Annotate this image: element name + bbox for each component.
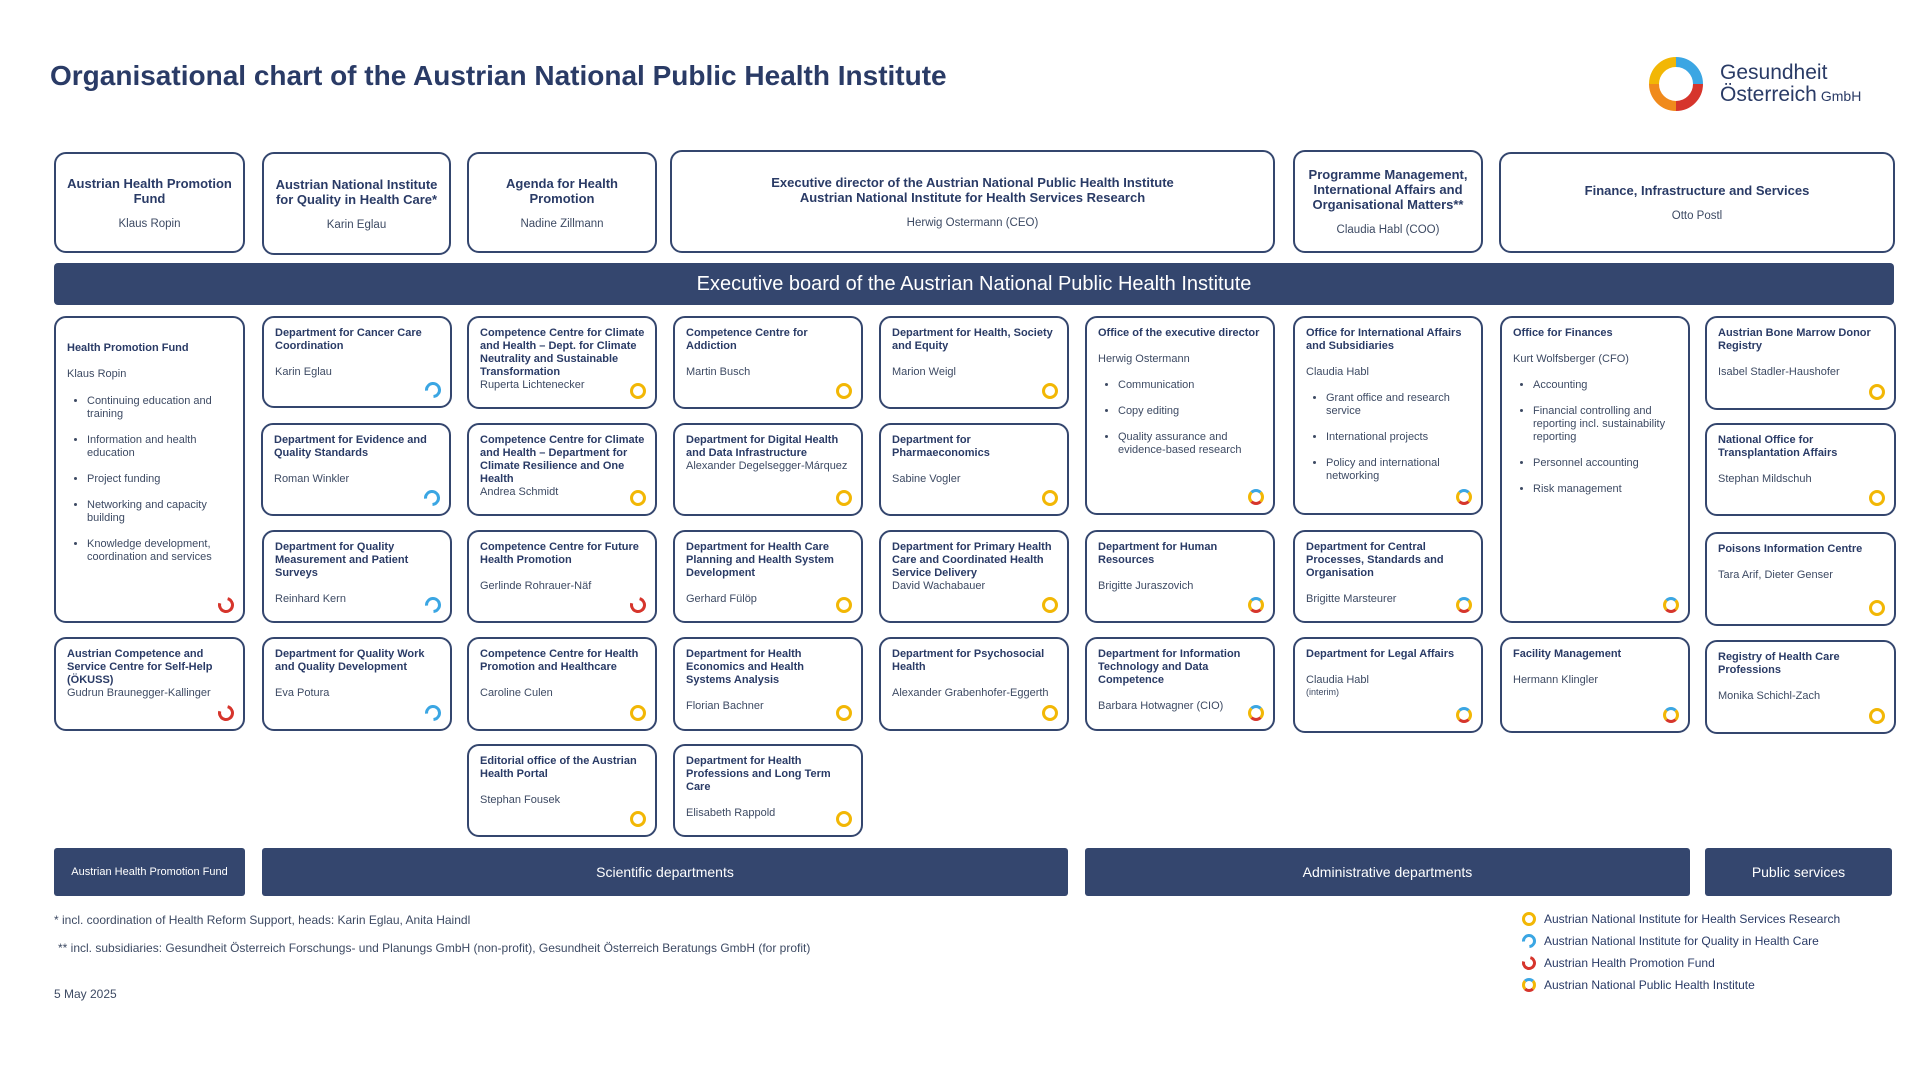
card-title: Department for Health Care Planning and Health System Development: [686, 541, 834, 579]
top-box-person: Otto Postl: [1671, 210, 1723, 222]
promotion-fund-ring-icon: [627, 594, 649, 616]
card-legal-affairs: [1293, 637, 1483, 733]
legend-label: Austrian National Public Health Institute: [1544, 978, 1755, 992]
top-box-quality-institute: [262, 152, 451, 255]
top-box-person: Nadine Zillmann: [520, 217, 604, 230]
card-title: Department for Legal Affairs: [1306, 648, 1455, 660]
top-box-title: Austrian Health Promotion Fund: [67, 175, 232, 206]
card-title: Office for International Affairs and Subsidiaries: [1306, 327, 1462, 352]
card-list-item: • Copy editing: [1118, 405, 1263, 418]
health-services-ring-icon: [1042, 705, 1058, 721]
logo: [1648, 56, 1878, 116]
card-list-item: • Communication: [1118, 379, 1263, 392]
card-title: Austrian Bone Marrow Donor Registry: [1718, 327, 1871, 352]
card-health-care-planning: [673, 530, 863, 623]
card-title: Department for Psychosocial Health: [892, 648, 1045, 673]
card-list-item: • International projects: [1326, 431, 1471, 444]
card-person: Sabine Vogler: [892, 473, 961, 485]
card-title: Health Promotion Fund: [67, 342, 189, 354]
card-title: Competence Centre for Climate and Health – Department for Climate Resilience and One Health: [480, 434, 645, 485]
card-list-item: • Accounting: [1533, 379, 1678, 392]
category-bar-public-services: Public services: [1705, 848, 1892, 896]
public-health-institute-ring-icon: [1522, 978, 1536, 992]
card-title: Department for Information Technology and Data Competence: [1098, 648, 1241, 686]
card-list-item: • Knowledge development, coordination and services: [87, 538, 233, 564]
card-list: [1306, 392, 1471, 483]
card-health-economics: [673, 637, 863, 731]
card-title: Department for Human Resources: [1098, 541, 1218, 566]
card-editorial-office: [467, 744, 657, 837]
card-title: Editorial office of the Austrian Health Portal: [480, 755, 637, 780]
page-title: Organisational chart of the Austrian National Public Health Institute: [50, 60, 947, 91]
card-office-finances: [1500, 316, 1690, 623]
card-quality-work: [262, 637, 452, 731]
quality-institute-ring-icon: [1519, 931, 1539, 951]
card-person: Tara Arif, Dieter Genser: [1718, 569, 1833, 581]
top-box-title2: Austrian National Institute for Health Services Research: [799, 189, 1146, 205]
logo-mark-icon: [1648, 56, 1704, 112]
logo-line2: Österreich: [1720, 83, 1817, 106]
card-poisons-information: [1705, 532, 1896, 626]
category-bar-administrative: Administrative departments: [1085, 848, 1690, 896]
card-person: Reinhard Kern: [275, 593, 346, 605]
card-cancer-care: [262, 316, 452, 408]
category-bar-scientific: Scientific departments: [262, 848, 1068, 896]
promotion-fund-ring-icon: [215, 594, 237, 616]
health-services-ring-icon: [836, 490, 852, 506]
card-person: Elisabeth Rappold: [686, 807, 776, 819]
legend-item: [1522, 978, 1755, 992]
card-list-item: • Risk management: [1533, 483, 1678, 496]
top-box-health-promotion-fund: [54, 152, 245, 253]
card-list: [1513, 379, 1678, 496]
legend-label: Austrian National Institute for Quality in Health Care: [1544, 934, 1819, 948]
card-title: Department for Health Professions and Long Term Care: [686, 755, 831, 793]
health-services-ring-icon: [836, 383, 852, 399]
card-title: Austrian Competence and Service Centre for Self-Help (ÖKUSS): [67, 648, 213, 686]
card-person: Claudia Habl: [1306, 674, 1369, 686]
card-person: Marion Weigl: [892, 366, 956, 378]
card-central-processes: [1293, 530, 1483, 623]
card-list-item: • Personnel accounting: [1533, 457, 1678, 470]
health-services-ring-icon: [1042, 490, 1058, 506]
card-list-item: • Networking and capacity building: [87, 499, 233, 525]
card-list-item: • Grant office and research service: [1326, 392, 1471, 418]
card-person: Martin Busch: [686, 366, 751, 378]
executive-board-bar: Executive board of the Austrian National Public Health Institute: [54, 263, 1894, 305]
logo-suffix: GmbH: [1820, 88, 1862, 104]
public-health-institute-ring-icon: [1663, 707, 1679, 723]
card-information-technology: [1085, 637, 1275, 731]
card-list: [1098, 379, 1263, 457]
public-health-institute-ring-icon: [1456, 489, 1472, 505]
card-person: Alexander Degelsegger-Márquez: [686, 460, 848, 472]
footnote-one: * incl. coordination of Health Reform Support, heads: Karin Eglau, Anita Haindl: [54, 913, 471, 927]
top-box-programme-management: [1293, 150, 1483, 253]
card-title: Department for Evidence and Quality Standards: [274, 434, 427, 459]
card-transplantation: [1705, 423, 1896, 516]
card-title: Department for Pharmaeconomics: [892, 434, 990, 459]
top-box-title: Agenda for Health Promotion: [506, 175, 618, 206]
card-person: Stephan Mildschuh: [1718, 473, 1812, 485]
card-title: Competence Centre for Future Health Promotion: [480, 541, 639, 566]
card-person: Brigitte Marsteurer: [1306, 593, 1397, 605]
health-services-ring-icon: [836, 811, 852, 827]
logo-line1: Gesundheit: [1720, 61, 1828, 84]
card-person: Andrea Schmidt: [480, 486, 559, 498]
card-pharmaeconomics: [879, 423, 1069, 516]
public-health-institute-ring-icon: [1663, 597, 1679, 613]
card-title: Poisons Information Centre: [1718, 543, 1863, 555]
public-health-institute-ring-icon: [1456, 597, 1472, 613]
card-person: Barbara Hotwagner (CIO): [1098, 700, 1224, 712]
top-box-title: Austrian National Institute for Quality in Health Care*: [275, 176, 438, 207]
top-box-person: Klaus Ropin: [118, 217, 181, 230]
card-person: Gerlinde Rohrauer-Näf: [480, 580, 592, 592]
card-okuss: [54, 637, 245, 731]
card-title: Office for Finances: [1513, 327, 1613, 339]
card-list-item: • Quality assurance and evidence-based research: [1118, 431, 1263, 457]
card-health-professions: [673, 744, 863, 837]
card-office-executive-director: [1085, 316, 1275, 515]
card-digital-health: [673, 423, 863, 516]
card-list-item: • Policy and international networking: [1326, 457, 1471, 483]
card-person: Gudrun Braunegger-Kallinger: [67, 687, 211, 699]
top-box-finance: [1499, 152, 1895, 253]
top-box-agenda: [467, 152, 657, 253]
card-title: Facility Management: [1513, 648, 1622, 660]
health-services-ring-icon: [836, 597, 852, 613]
card-person: Ruperta Lichtenecker: [480, 379, 585, 391]
card-title: Department for Digital Health and Data Infrastructure: [686, 434, 839, 459]
top-box-person: Claudia Habl (COO): [1336, 224, 1440, 236]
card-title: Department for Central Processes, Standards and Organisation: [1306, 541, 1444, 579]
health-services-ring-icon: [1869, 384, 1885, 400]
card-person: David Wachabauer: [892, 580, 986, 592]
health-services-ring-icon: [836, 705, 852, 721]
card-person: Eva Potura: [275, 687, 330, 699]
top-box-title: Programme Management, International Affairs and Organisational Matters**: [1308, 167, 1468, 212]
card-person: Stephan Fousek: [480, 794, 561, 806]
card-person: Alexander Grabenhofer-Eggerth: [892, 687, 1049, 699]
health-services-ring-icon: [630, 490, 646, 506]
card-health-promotion-fund: [54, 316, 245, 623]
card-bone-marrow-registry: [1705, 316, 1896, 410]
legend-label: Austrian Health Promotion Fund: [1544, 956, 1715, 970]
top-box-title: Executive director of the Austrian National Public Health Institute: [771, 174, 1174, 190]
public-health-institute-ring-icon: [1456, 707, 1472, 723]
health-services-ring-icon: [1869, 600, 1885, 616]
card-person: Gerhard Fülöp: [686, 593, 757, 605]
public-health-institute-ring-icon: [1248, 597, 1264, 613]
top-box-executive-director: [670, 150, 1275, 253]
card-health-promotion-healthcare: [467, 637, 657, 731]
card-title: Department for Cancer Care Coordination: [275, 327, 422, 352]
quality-institute-ring-icon: [422, 702, 445, 725]
card-climate-neutrality: [467, 316, 657, 409]
card-registry-professions: [1705, 640, 1896, 734]
footnote-two: ** incl. subsidiaries: Gesundheit Österreich Forschungs- und Planungs GmbH (non-profit), Gesundheit Österreich Beratungs GmbH (for profit): [58, 941, 811, 955]
legend-label: Austrian National Institute for Health Services Research: [1544, 912, 1841, 926]
card-list-item: • Project funding: [87, 473, 233, 486]
card-list-item: • Information and health education: [87, 434, 233, 460]
promotion-fund-ring-icon: [215, 702, 237, 724]
card-person: Caroline Culen: [480, 687, 553, 699]
card-person: Roman Winkler: [274, 473, 350, 485]
logo-text: [1720, 62, 1861, 107]
card-person: Kurt Wolfsberger (CFO): [1513, 353, 1629, 365]
card-person: Monika Schichl-Zach: [1718, 690, 1821, 702]
card-list-item: • Financial controlling and reporting incl. sustainability reporting: [1533, 405, 1678, 444]
public-health-institute-ring-icon: [1248, 705, 1264, 721]
card-title: Department for Health, Society and Equity: [892, 327, 1053, 352]
card-title: Department for Health Economics and Health Systems Analysis: [686, 648, 804, 686]
legend-item: [1522, 934, 1819, 948]
legend-item: [1522, 912, 1840, 926]
card-list-item: • Continuing education and training: [87, 395, 233, 421]
health-services-ring-icon: [1869, 708, 1885, 724]
card-title: Registry of Health Care Professions: [1718, 651, 1840, 676]
promotion-fund-ring-icon: [1519, 953, 1538, 972]
card-title: Department for Primary Health Care and Coordinated Health Service Delivery: [892, 541, 1052, 579]
card-title: Department for Quality Measurement and Patient Surveys: [275, 541, 409, 579]
card-quality-measurement: [262, 530, 452, 623]
card-climate-resilience: [467, 423, 657, 516]
top-box-title: Finance, Infrastructure and Services: [1584, 183, 1810, 198]
card-addiction: [673, 316, 863, 409]
card-psychosocial-health: [879, 637, 1069, 731]
card-title: Competence Centre for Health Promotion and Healthcare: [480, 648, 639, 673]
card-title: Competence Centre for Addiction: [686, 327, 808, 352]
card-person: Herwig Ostermann: [1098, 353, 1190, 365]
date-label: 5 May 2025: [54, 987, 117, 1001]
card-person: Claudia Habl: [1306, 366, 1369, 378]
card-primary-health-care: [879, 530, 1069, 623]
card-list: [67, 395, 233, 564]
card-international-affairs: [1293, 316, 1483, 515]
health-services-ring-icon: [1522, 912, 1536, 926]
card-person: Hermann Klingler: [1513, 674, 1598, 686]
card-health-society-equity: [879, 316, 1069, 409]
top-box-person: Herwig Ostermann (CEO): [906, 216, 1039, 229]
health-services-ring-icon: [630, 811, 646, 827]
quality-institute-ring-icon: [421, 487, 444, 510]
public-health-institute-ring-icon: [1248, 489, 1264, 505]
health-services-ring-icon: [1869, 490, 1885, 506]
card-person: Klaus Ropin: [67, 368, 127, 380]
top-box-person: Karin Eglau: [326, 218, 387, 231]
card-title: National Office for Transplantation Affairs: [1718, 434, 1838, 459]
card-title: Department for Quality Work and Quality Development: [275, 648, 425, 673]
health-services-ring-icon: [630, 705, 646, 721]
card-person: Isabel Stadler-Haushofer: [1718, 366, 1840, 378]
health-services-ring-icon: [630, 383, 646, 399]
card-future-health-promotion: [467, 530, 657, 623]
health-services-ring-icon: [1042, 597, 1058, 613]
category-bar-promotion-fund: Austrian Health Promotion Fund: [54, 848, 245, 896]
card-note: (interim): [1306, 687, 1339, 697]
card-person: Florian Bachner: [686, 700, 764, 712]
legend-item: [1522, 956, 1715, 970]
quality-institute-ring-icon: [422, 379, 445, 402]
card-person: Brigitte Juraszovich: [1098, 580, 1194, 592]
health-services-ring-icon: [1042, 383, 1058, 399]
card-title: Office of the executive director: [1098, 327, 1260, 339]
card-human-resources: [1085, 530, 1275, 623]
card-title: Competence Centre for Climate and Health – Dept. for Climate Neutrality and Sustainable Transformation: [480, 327, 645, 378]
card-person: Karin Eglau: [275, 366, 332, 378]
card-facility-management: [1500, 637, 1690, 733]
card-evidence-quality: [261, 423, 451, 516]
